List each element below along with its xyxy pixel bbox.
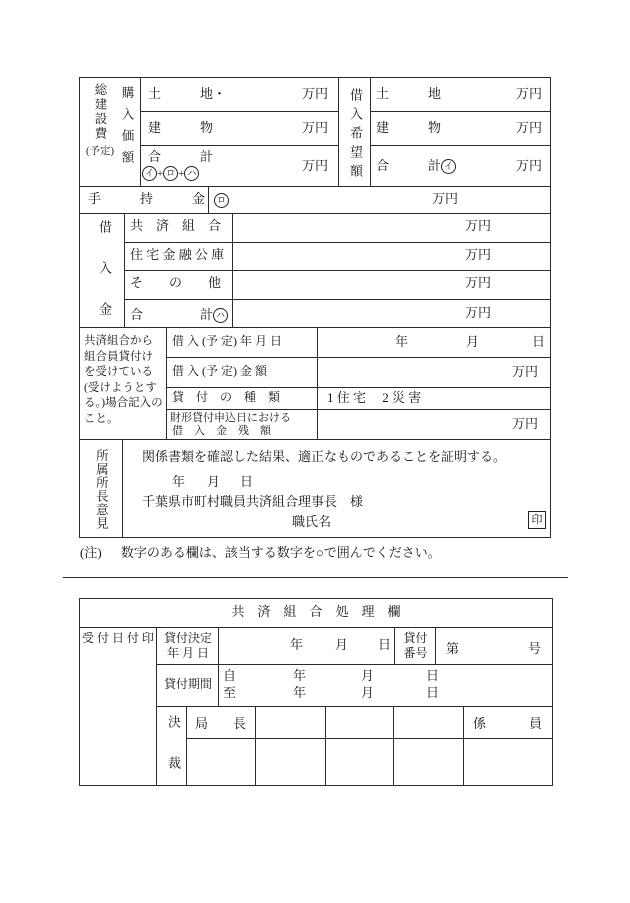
grid-line [370,111,550,112]
circled-i-icon: イ [441,159,456,174]
grid-line [124,242,550,243]
header-approval: 決裁 [165,715,181,797]
loan-number-line2: 番号 [403,646,428,660]
row-label-borrow-total [130,304,228,323]
grid-line [393,706,394,785]
grid-line [166,327,167,439]
unit-man-yen: 万円 [516,120,543,135]
seal-mark-icon: 印 [528,511,546,529]
label-loan-decision-date [158,631,218,661]
unit-man-yen: 万円 [302,120,329,135]
grid-line [370,78,371,186]
year-label: 年 [290,637,304,652]
month-label: 月 [207,474,221,489]
lower-table-title: 共 済 組 合 処 理 欄 [231,604,401,619]
field-label-balance-line1: 財形貸付申込日における [170,412,291,424]
footnote [80,546,441,561]
header-total-construction-cost [84,83,138,183]
grid-line [325,706,326,785]
label-planned: (予定) [86,146,114,157]
label-loan-number [396,631,435,661]
grid-line [80,627,552,628]
unit-man-yen: 万円 [302,158,329,173]
footnote-text: 数字のある欄は、該当する数字を○で囲んでください。 [120,545,441,560]
row-label-total [376,159,456,174]
grid-line [80,186,550,187]
day-label: 日 [426,685,440,700]
label-loan-period: 貸付期間 [163,677,212,691]
year-label: 年 [293,668,307,683]
circled-ro-icon: ロ [163,166,178,181]
staff-member-b: 員 [528,716,542,731]
grid-line [124,299,550,300]
total-construction-column [86,83,114,158]
grid-line [166,409,550,410]
total-label-b [200,304,228,323]
row-label-other: そ の 他 [130,275,222,290]
year-label: 年 [395,334,409,349]
grid-line [156,664,552,665]
grid-line [338,78,339,186]
label-to: 至 [223,685,237,700]
header-section-chief-opinion: 所属所長意見 [94,449,109,530]
loan-decision-line2: 年 月 日 [166,646,209,660]
unit-man-yen: 万円 [516,86,543,101]
row-label-building: 建 物 [148,120,214,135]
label-total-construction: 総建設費 [93,83,107,141]
label-from: 自 [223,668,237,683]
grid-line [166,357,550,358]
month-label: 月 [335,637,349,652]
circled-ha-icon: ハ [184,166,199,181]
grid-line [186,738,552,739]
year-label: 年 [293,685,307,700]
row-label-cash-on-hand: 手 持 金 [88,191,206,206]
loan-number-value-cell [435,638,552,657]
label-purchase-price: 購入価額 [120,86,134,172]
circled-ro-icon: ロ [214,193,229,208]
bureau-chief-b: 長 [232,716,246,731]
row-label-building: 建 物 [376,120,442,135]
grid-line [124,270,550,271]
grid-line [317,327,318,439]
label-title-and-name: 職氏名 [292,514,332,529]
day-label: 日 [532,334,546,349]
row-label-housing-loan-corp: 住 宅 金 融 公 庫 [130,247,225,262]
total-label-text: 計 [199,307,213,322]
row-label-kyosai-kumiai: 共 済 組 合 [130,218,222,233]
total-label-text: 合 計 [376,158,442,173]
upper-table [79,77,551,538]
lower-table-association-processing [79,598,553,797]
plus-sign: + [157,168,164,180]
unit-man-yen: 万円 [512,364,539,379]
grid-line [80,327,550,328]
year-label: 年 [172,474,186,489]
note-existing-loan-instructions: 共済組合から組合員貸付けを受けている(受けようとする。)場合記入のこと。 [84,335,163,425]
loan-decision-line1: 貸付決定 [163,631,212,645]
day-label: 日 [426,668,440,683]
grid-line [394,627,395,664]
unit-man-yen: 万円 [516,158,543,173]
unit-man-yen: 万円 [465,305,492,320]
row-label-land: 土 地 [376,86,442,101]
unit-man-yen: 万円 [512,416,539,431]
cell-staff-member [463,713,552,732]
separator-rule [63,577,568,578]
value-loan-type-options: 1 住 宅 2 災 害 [327,390,422,405]
loan-number-line1: 貸付 [403,631,428,645]
grid-line [140,145,338,146]
unit-man-yen: 万円 [465,275,492,290]
row-label-total: 合 計 [148,149,214,164]
grid-line [140,111,338,112]
total-label-a: 合 [130,307,144,322]
label-receipt-date-stamp: 受 付 日 付 印 [81,631,154,645]
header-desired-loan-amount: 借入希望額 [347,88,363,183]
grid-line [370,145,550,146]
total-formula [142,166,199,181]
field-label-loan-date: 借 入 (予 定) 年 月 日 [172,334,282,348]
header-borrowings: 借入金 [96,220,112,343]
staff-member-a: 係 [473,716,487,731]
day-label: 日 [378,637,392,652]
grid-line [122,439,123,537]
grid-line [80,213,550,214]
unit-man-yen: 万円 [432,191,459,206]
grid-line [255,706,256,785]
grid-line [218,627,219,706]
unit-man-yen: 万円 [302,86,329,101]
grid-line [166,387,550,388]
month-label: 月 [361,668,375,683]
month-label: 月 [466,334,480,349]
unit-man-yen: 万円 [465,247,492,262]
label-dai: 第 [446,641,460,656]
footnote-prefix: (注) [80,545,102,560]
bureau-chief-a: 局 [195,716,209,731]
unit-man-yen: 万円 [465,218,492,233]
day-label: 日 [240,474,254,489]
plus-sign: + [178,168,185,180]
month-label: 月 [361,685,375,700]
circled-i-icon: イ [142,166,157,181]
field-label-loan-amount: 借 入 (予 定) 金 額 [172,364,267,378]
grid-line [208,186,209,213]
field-label-balance-line2: 借 入 金 残 額 [172,425,271,437]
circled-ha-icon: ハ [213,308,228,323]
grid-line [80,439,550,440]
grid-line [156,706,552,707]
addressee-line: 千葉県市町村職員共済組合理事長 様 [142,494,364,509]
grid-line [140,78,141,186]
label-go: 号 [527,641,541,656]
certify-statement: 関係書類を確認した結果、適正なものであることを証明する。 [142,449,507,464]
cell-bureau-chief [186,713,255,732]
field-label-loan-type: 貸 付 の 種 類 [172,390,281,404]
row-label-land: 土 地・ [148,86,227,101]
